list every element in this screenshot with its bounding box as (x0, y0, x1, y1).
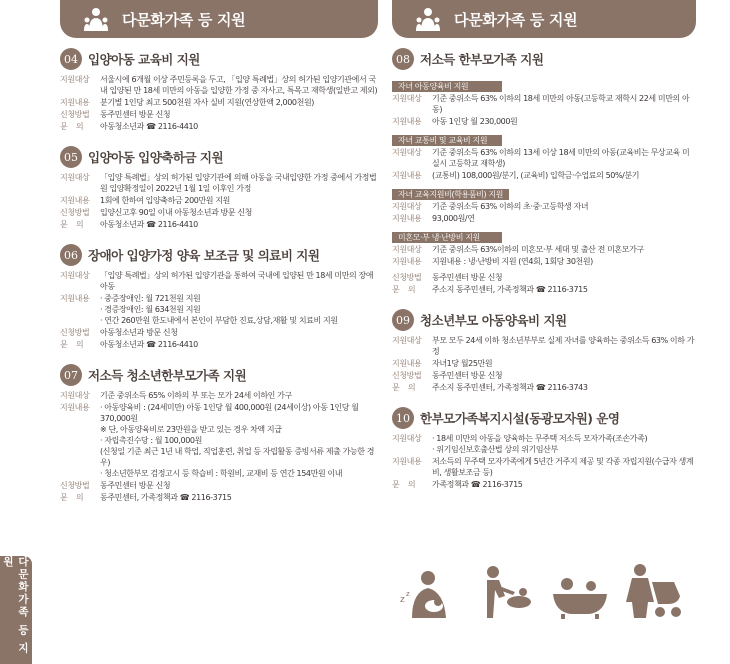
row-value (100, 121, 378, 132)
row-label: 지원내용 (60, 196, 90, 205)
sub-block (392, 225, 696, 267)
row-line: 아동 1인당 월 230,000원 (432, 117, 518, 126)
section-title: 저소득 한부모가족 지원 (420, 52, 544, 67)
section-06 (60, 244, 378, 350)
row-label: 지원내용 (392, 117, 422, 126)
row-line: (신청일 기준 최근 1년 내 학업, 직업훈련, 취업 등 자립활동 증빙서류 제출 가능한 경우) (100, 447, 375, 467)
info-row (392, 256, 696, 267)
pictogram-strip (392, 560, 692, 620)
row-line: 기준 중위소득 63% 이하의 초·중·고등학생 자녀 (432, 202, 589, 211)
row-label: 지원대상 (60, 271, 90, 280)
row-label: 문 의 (60, 122, 84, 131)
row-label: 지원내용 (392, 214, 422, 223)
row-line: 「입양 특례법」상의 허가된 입양기관을 통하여 국내에 입양된 만 18세 미만의 장애아동 (100, 271, 374, 291)
row-value (100, 402, 378, 479)
info-row (392, 370, 696, 381)
info-row (60, 207, 378, 218)
banner-title: 다문화가족 등 지원 (454, 10, 578, 29)
info-row (392, 116, 696, 127)
section-09 (392, 309, 696, 393)
right-sections (392, 48, 696, 490)
row-value (432, 116, 696, 127)
row-label: 지원대상 (392, 336, 422, 345)
side-tab: 다문화가족 등 지원 (0, 556, 32, 664)
row-line: 부모 모두 24세 이하 청소년부부로 실제 자녀를 양육하는 중위소득 63% 이하 가정 (432, 336, 695, 356)
info-row (392, 244, 696, 255)
section-header (60, 48, 378, 70)
row-label: 지원대상 (60, 173, 90, 182)
section-title: 입양아동 입양축하금 지원 (88, 150, 224, 165)
row-label: 지원내용 (392, 359, 422, 368)
row-value (100, 293, 378, 326)
info-row (60, 492, 378, 503)
row-line: 저소득의 무주택 모자가족에게 5년간 거주지 제공 및 각종 자립지원(수급자 생계비, 생활보조금 등) (432, 457, 694, 477)
row-label: 신청방법 (60, 110, 90, 119)
row-label: 지원대상 (392, 94, 422, 103)
row-label: 지원내용 (60, 98, 90, 107)
section-title: 청소년부모 아동양육비 지원 (420, 313, 567, 328)
info-row (392, 479, 696, 490)
row-line: 아동청소년과 ☎ 2116-4410 (100, 340, 198, 349)
info-row (392, 433, 696, 455)
info-row (60, 390, 378, 401)
info-row (392, 213, 696, 224)
family-icon (414, 5, 442, 33)
row-label: 신청방법 (60, 481, 90, 490)
row-value (100, 207, 378, 218)
row-label: 지원내용 (392, 257, 422, 266)
section-number: 07 (60, 364, 82, 386)
info-row (60, 293, 378, 326)
row-line: · 위기임신보호출산법 상의 위기임산부 (432, 445, 558, 454)
section-title: 장애아 입양가정 양육 보조금 및 의료비 지원 (88, 248, 320, 263)
left-sections (60, 48, 378, 503)
section-number: 06 (60, 244, 82, 266)
row-value (100, 172, 378, 194)
info-row (60, 270, 378, 292)
info-row (60, 74, 378, 96)
row-line: · 자립촉진수당 : 월 100,000원 (100, 436, 202, 445)
row-line: · 중증장애인: 월 721천원 지원 (100, 294, 201, 303)
info-row (392, 284, 696, 295)
row-value (100, 480, 378, 491)
row-line: 1회에 한하여 입양축하금 200만원 지원 (100, 196, 230, 205)
row-value (432, 244, 696, 255)
info-row (60, 121, 378, 132)
row-label: 지원내용 (60, 294, 90, 303)
svg-text:z: z (400, 595, 405, 605)
row-value (432, 213, 696, 224)
info-row (392, 382, 696, 393)
info-row (60, 327, 378, 338)
info-row (392, 93, 696, 115)
row-value (432, 284, 696, 295)
info-row (392, 201, 696, 212)
section-10 (392, 407, 696, 490)
row-line: · 아동양육비 : (24세미만) 아동 1인당 월 400,000원 (24세이상) 아동 1인당 월 370,000원 (100, 403, 359, 423)
section-header (392, 48, 696, 70)
info-row (60, 339, 378, 350)
row-value (100, 327, 378, 338)
sleeping-baby-icon (398, 562, 460, 620)
row-value (100, 109, 378, 120)
row-line: 주소지 동주민센터, 가족정책과 ☎ 2116-3715 (432, 285, 588, 294)
row-value (432, 370, 696, 381)
row-value (100, 270, 378, 292)
row-value (432, 147, 696, 169)
row-label: 문 의 (60, 220, 84, 229)
row-label: 문 의 (392, 285, 416, 294)
row-label: 지원내용 (392, 171, 422, 180)
row-label: 신청방법 (60, 208, 90, 217)
info-row (392, 358, 696, 369)
section-number: 09 (392, 309, 414, 331)
row-line: 동주민센터 방문 신청 (100, 110, 171, 119)
sub-heading: 자녀 아동양육비 지원 (392, 81, 502, 92)
info-row (60, 219, 378, 230)
info-row (60, 480, 378, 491)
row-label: 신청방법 (392, 371, 422, 380)
stroller-icon (624, 562, 686, 620)
row-line: 아동청소년과 방문 신청 (100, 328, 178, 337)
row-line: · 청소년한부모 검정고시 등 학습비 : 학원비, 교재비 등 연간 154만원 이내 (100, 469, 343, 478)
sub-block (392, 128, 696, 181)
row-line: (교통비) 108,000원/분기, (교육비) 입학금·수업료의 50%/분기 (432, 171, 640, 180)
row-value (100, 492, 378, 503)
row-value (432, 335, 696, 357)
info-row (60, 172, 378, 194)
row-value (432, 272, 696, 283)
row-line: 주소지 동주민센터, 가족정책과 ☎ 2116-3743 (432, 383, 588, 392)
row-label: 문 의 (60, 340, 84, 349)
info-row (392, 147, 696, 169)
section-title: 입양아동 교육비 지원 (88, 52, 200, 67)
left-banner (60, 0, 378, 38)
svg-text:z: z (406, 590, 410, 598)
section-title: 한부모가족복지시설(동광모자원) 운영 (420, 411, 620, 426)
section-07 (60, 364, 378, 503)
row-line: 「입양 특례법」상의 허가된 입양기관에 의해 아동을 국내입양한 가정 중에서 가정법원 입양확정일이 2022년 1월 1일 이후인 가정 (100, 173, 377, 193)
row-line: 입양신고후 90일 이내 아동청소년과 방문 신청 (100, 208, 252, 217)
row-line: · 경증장애인: 월 634천원 지원 (100, 305, 201, 314)
right-banner (392, 0, 696, 38)
row-label: 지원대상 (392, 434, 422, 443)
section-number: 10 (392, 407, 414, 429)
row-value (100, 390, 378, 401)
row-value (432, 170, 696, 181)
row-label: 지원대상 (392, 202, 422, 211)
row-line: 동주민센터 방문 신청 (432, 371, 503, 380)
row-line: 아동청소년과 ☎ 2116-4410 (100, 220, 198, 229)
right-column (392, 0, 696, 491)
row-line: 93,000원/연 (432, 214, 475, 223)
row-label: 문 의 (60, 493, 84, 502)
row-label: 신청방법 (392, 273, 422, 282)
row-label: 문 의 (392, 480, 416, 489)
row-label: 지원대상 (60, 75, 90, 84)
row-value (432, 201, 696, 212)
row-line: 분기별 1인당 최고 500천원 자사 실비 지원(연상한액 2,000천원) (100, 98, 314, 107)
section-05 (60, 146, 378, 230)
row-label: 지원대상 (392, 148, 422, 157)
left-column (60, 0, 378, 504)
row-line: · 18세 미만의 아동을 양육하는 무주택 저소득 모자가족(조손가족) (432, 434, 648, 443)
row-line: 기준 중위소득 63% 이하의 13세 이상 18세 미만의 아동(교육비는 무상교육 미실시 고등학교 재학생) (432, 148, 690, 168)
row-value (100, 219, 378, 230)
row-line: 기준 중위소득 63% 이하의 18세 미만의 아동(고등학교 재학시 22세 미만의 아동) (432, 94, 690, 114)
section-title: 저소득 청소년한부모가족 지원 (88, 368, 247, 383)
info-row (60, 195, 378, 206)
sub-heading: 자녀 교육지원비(학용품비) 지원 (392, 189, 509, 200)
sub-block (392, 74, 696, 127)
row-line: ※ 단, 아동양육비로 23만원을 받고 있는 경우 차액 지급 (100, 425, 282, 434)
row-line: 서울시에 6개월 이상 주민등록을 두고, 「입양 특례법」상의 허가된 입양기관에서 국내 입양된 만 18세 미만의 아동을 입양한 가정 중 자사고, 특목고 재학생(일반고 제외) (100, 75, 378, 95)
row-value (100, 339, 378, 350)
section-header (60, 146, 378, 168)
section-number: 08 (392, 48, 414, 70)
sub-heading: 자녀 교통비 및 교육비 지원 (392, 135, 502, 146)
sub-heading: 미혼모·부 냉·난방비 지원 (392, 232, 502, 243)
section-number: 05 (60, 146, 82, 168)
section-header (60, 244, 378, 266)
row-value (100, 97, 378, 108)
section-header (60, 364, 378, 386)
info-row (392, 335, 696, 357)
info-row (60, 402, 378, 479)
row-line: 지원내용 : 냉·난방비 지원 (연4회, 1회당 30천원) (432, 257, 593, 266)
bathtub-icon (549, 562, 611, 620)
row-value (100, 195, 378, 206)
row-label: 지원내용 (60, 403, 90, 412)
row-line: 아동청소년과 ☎ 2116-4410 (100, 122, 198, 131)
row-value (432, 93, 696, 115)
row-value (432, 479, 696, 490)
row-line: 가족정책과 ☎ 2116-3715 (432, 480, 523, 489)
row-line: 동주민센터 방문 신청 (432, 273, 503, 282)
row-value (432, 382, 696, 393)
info-row (60, 109, 378, 120)
family-icon (82, 5, 110, 33)
row-value (432, 433, 696, 455)
section-08 (392, 48, 696, 295)
row-line: 기준 중위소득 65% 이하의 부 또는 모가 24세 이하인 가구 (100, 391, 292, 400)
row-line: 동주민센터, 가족정책과 ☎ 2116-3715 (100, 493, 232, 502)
row-value (100, 74, 378, 96)
info-row (392, 272, 696, 283)
row-value (432, 358, 696, 369)
banner-title: 다문화가족 등 지원 (122, 10, 246, 29)
row-line: 자녀1당 월25만원 (432, 359, 493, 368)
row-value (432, 456, 696, 478)
row-line: · 연간 260만원 한도내에서 본인이 부담한 진료,상담,재활 및 치료비 지원 (100, 316, 338, 325)
row-label: 지원내용 (392, 457, 422, 466)
row-value (432, 256, 696, 267)
bathing-baby-icon (473, 562, 535, 620)
row-label: 신청방법 (60, 328, 90, 337)
row-label: 지원대상 (60, 391, 90, 400)
info-row (392, 456, 696, 478)
row-label: 문 의 (392, 383, 416, 392)
info-row (60, 97, 378, 108)
row-line: 기준 중위소득 63%이하의 미혼모·부 세대 및 출산 전 미혼모가구 (432, 245, 644, 254)
row-label: 지원대상 (392, 245, 422, 254)
section-number: 04 (60, 48, 82, 70)
sub-block (392, 182, 696, 224)
info-row (392, 170, 696, 181)
section-header (392, 309, 696, 331)
row-line: 동주민센터 방문 신청 (100, 481, 171, 490)
section-04 (60, 48, 378, 132)
section-header (392, 407, 696, 429)
